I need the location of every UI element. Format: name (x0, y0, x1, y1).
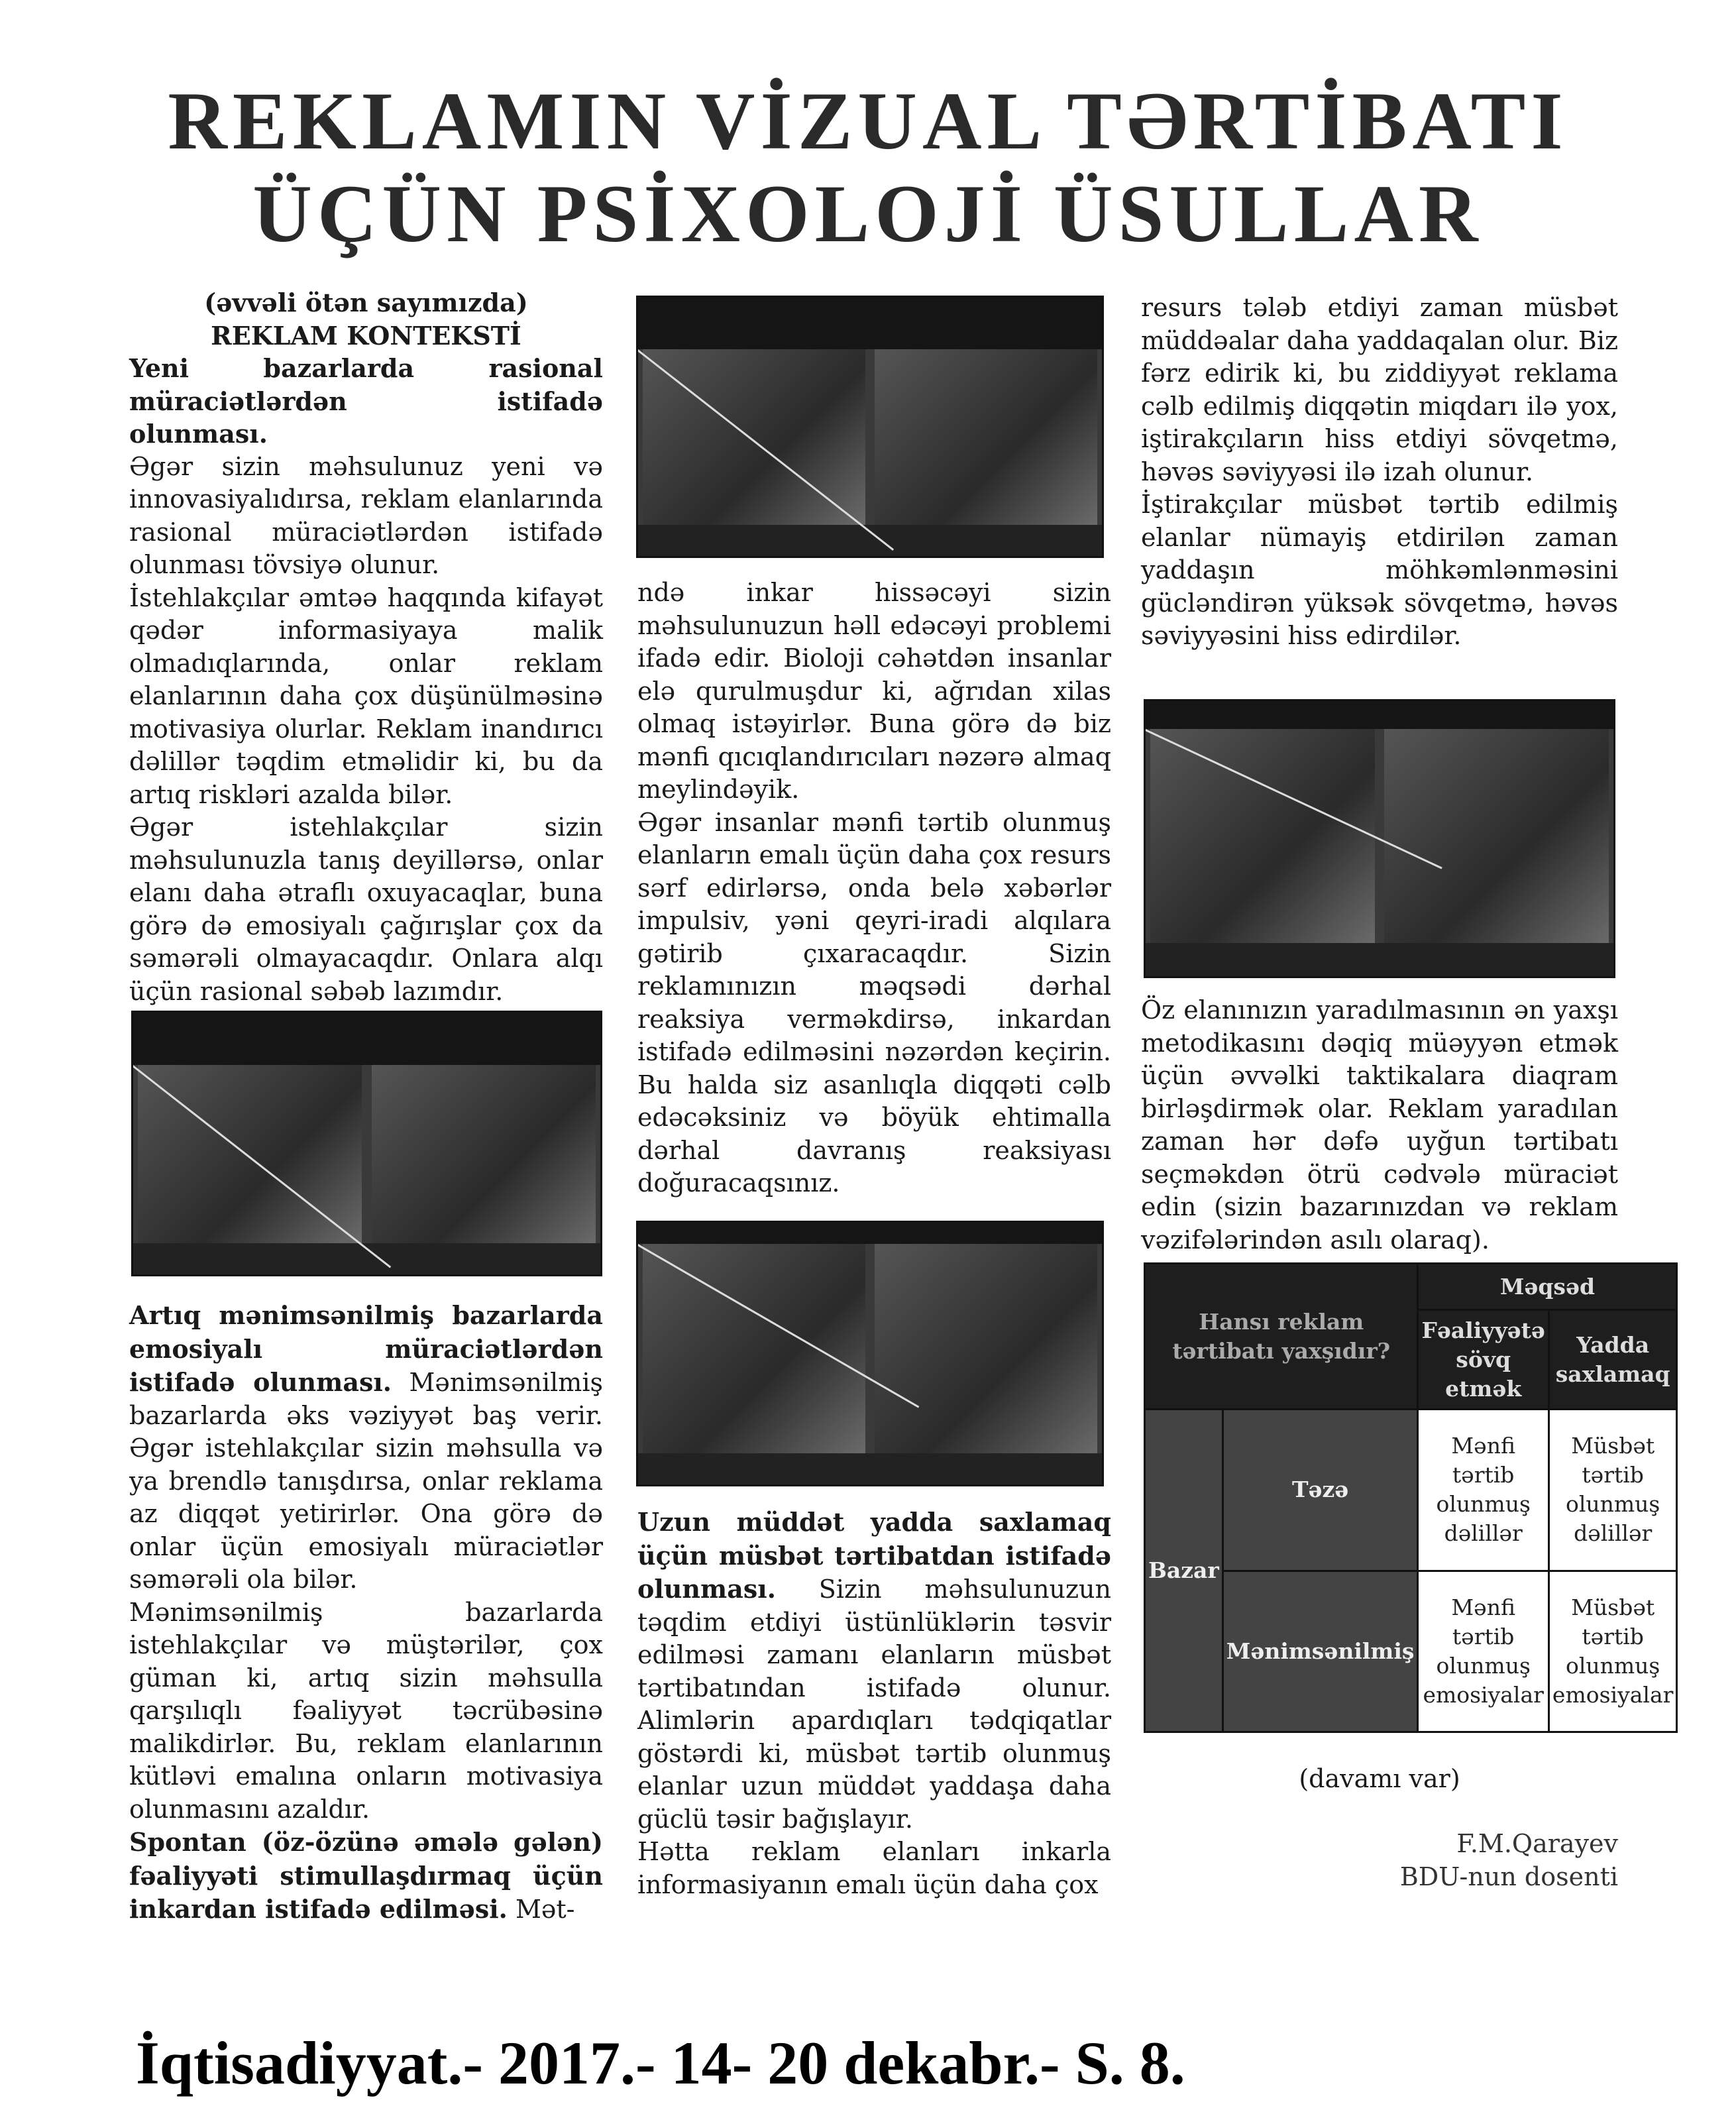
column-1-top (129, 286, 603, 1008)
author-title: BDU-nun dosenti (1399, 1862, 1618, 1891)
paragraph: Öz elanınızın yaradılmasının ən yaxşı metodikasını dəqiq müəyyən etmək üçün əvvəlki taktikalara diaqram birləşdirmək olar. Reklam yaradılan zaman hər dəfə uyğun tərtibatı seçməkdən ötrü cədvələ müraciət edin (sizin bazarınızdan və reklam vəzifələrindən asılı olaraq). (1141, 995, 1618, 1254)
matrix-goal-header: Məqsəd (1418, 1264, 1677, 1310)
citation-footer: İqtisadiyyat.- 2017.- 14- 20 dekabr.- S. 8. (136, 2029, 1185, 2097)
subheading: Yeni bazarlarda rasional müraciətlərdən istifadə olunması. (129, 353, 603, 449)
paragraph: Mənimsənilmiş bazarlarda əks vəziyyət baş verir. Əgər istehlakçılar sizin məhsulla və ya brendlə tanışdırsa, onlar reklama az diqqət yetirirlər. Ona görə də onlar üçün emosiyalı müraciətlər səmərəli ola bilər. (129, 1368, 603, 1594)
paragraph: Sizin məhsulunuzun təqdim etdiyi üstünlüklərin təsvir edilməsi zamanı elanların müsbət tərtibatından istifadə olunur. Alimlərin apardıqları tədqiqatlar göstərdi ki, müsbət tərtib olunmuş elanlar uzun müddət yaddaşa daha güclü təsir bağışlayır. (637, 1575, 1111, 1834)
column-3-middle (1141, 994, 1618, 1256)
headline-line-1: REKLAMIN VİZUAL TƏRTİBATI (168, 76, 1568, 166)
matrix-cell: Mənfi tərtib olunmuş emosiyalar (1418, 1571, 1548, 1732)
paragraph: resurs tələb etdiyi zaman müsbət müddəalar daha yaddaqalan olur. Biz fərz edirik ki, bu ziddiyyət reklama cəlb edilmiş diqqətin miqdarı ilə yox, iştirakçıların hiss etdiyi sövqetmə, həvəs səviyyəsi ilə izah olunur. (1141, 293, 1618, 486)
matrix-row-market: Bazar (1145, 1410, 1223, 1732)
continued-note: (əvvəli ötən sayımızda) (204, 288, 528, 317)
to-be-continued: (davamı var) (1299, 1764, 1460, 1793)
matrix-col-memory: Yadda saxlamaq (1548, 1310, 1677, 1410)
headline-line-2: ÜÇÜN PSİXOLOJİ ÜSULLAR (252, 168, 1484, 259)
subheading: Spontan (öz-özünə əmələ gələn) fəaliyyəti stimullaşdırmaq üçün inkardan istifadə edilməsi. (129, 1827, 603, 1924)
paragraph: Mət- (515, 1895, 575, 1924)
matrix-row-new: Təzə (1222, 1410, 1418, 1571)
matrix-col-activity: Fəaliyyətə sövq etmək (1418, 1310, 1548, 1410)
paragraph: Hətta reklam elanları inkarla informasiyanın emalı üçün daha çox (637, 1837, 1111, 1899)
ad-format-matrix (1144, 1262, 1678, 1733)
matrix-cell: Müsbət tərtib olunmuş emosiyalar (1548, 1571, 1677, 1732)
column-1-bottom (129, 1299, 603, 1926)
paragraph: İştirakçılar müsbət tərtib edilmiş elanlar nümayiş etdirilən zaman yaddaşın möhkəmlənməsini gücləndirən yüksək sövqetmə, həvəs səviyyəsini hiss edirdilər. (1141, 490, 1618, 650)
column-2-bottom (637, 1506, 1111, 1901)
paragraph: ndə inkar hissəcəyi sizin məhsulunuzun həll edəcəyi problemi ifadə edir. Bioloji cəhətdən insanlar elə qurulmuşdur ki, ağrıdan xilas olmaq istəyirlər. Buna görə də biz mənfi qıcıqlandırıcıları nəzərə almaq meylindəyik. (637, 578, 1111, 804)
matrix-corner: Hansı reklam tərtibatı yaxşıdır? (1145, 1264, 1418, 1410)
ad-example-image (636, 1221, 1104, 1486)
paragraph: Mənimsənilmiş bazarlarda istehlakçılar və müştərilər, çox güman ki, artıq sizin məhsulla qarşılıqlı fəaliyyət təcrübəsinə malikdirlər. Bu, reklam elanlarının kütləvi emalına onların motivasiya olunmasını azaldır. (129, 1597, 603, 1824)
paragraph: Əgər insanlar mənfi tərtib olunmuş elanların emalı üçün daha çox resurs sərf edirlərsə, onda belə xəbərlər impulsiv, yəni qeyri-iradi alqılara gətirib çıxaracaqdır. Sizin reklamınızın məqsədi dərhal reaksiya verməkdirsə, inkardan istifadə edilməsini nəzərdən keçirin. Bu halda siz asanlıqla diqqəti cəlb edəcəksiniz və böyük ehtimalla dərhal davranış reaksiyası doğuracaqsınız. (637, 807, 1111, 1197)
subheading: Artıq mənimsənilmiş bazarlarda emosiyalı müraciətlərdən istifadə olunması. (129, 1300, 603, 1397)
ad-example-image (1144, 699, 1615, 978)
subheading: Uzun müddət yadda saxlamaq üçün müsbət tərtibatdan istifadə olunması. (637, 1507, 1111, 1604)
paragraph: Əgər istehlakçılar sizin məhsulunuzla tanış deyillərsə, onlar elanı daha ətraflı oxuyacaqlar, buna görə də emosiyalı çağırışlar çox da səmərəli olmayacaqdır. Onlara alqı üçün rasional səbəb lazımdır. (129, 812, 603, 1006)
matrix-cell: Müsbət tərtib olunmuş dəlillər (1548, 1410, 1677, 1571)
paragraph: İstehlakçılar əmtəə haqqında kifayət qədər informasiyaya malik olmadıqlarında, onlar reklam elanlarının daha çox düşünülməsinə motivasiya olurlar. Reklam inandırıcı dəlillər təqdim etməlidir ki, bu da artıq riskləri azalda bilər. (129, 583, 603, 809)
matrix-row-established: Mənimsənilmiş (1222, 1571, 1418, 1732)
paragraph: Əgər sizin məhsulunuz yeni və innovasiyalıdırsa, reklam elanlarında rasional müraciətlərdən istifadə olunması tövsiyə olunur. (129, 451, 603, 579)
author-name: F.M.Qarayev (1456, 1829, 1618, 1858)
ad-example-image (131, 1011, 602, 1276)
matrix-cell: Mənfi tərtib olunmuş dəlillər (1418, 1410, 1548, 1571)
column-3-top (1141, 292, 1618, 653)
ad-example-image (636, 296, 1104, 558)
section-heading: REKLAM KONTEKSTİ (211, 320, 521, 351)
column-2-top (637, 577, 1111, 1200)
